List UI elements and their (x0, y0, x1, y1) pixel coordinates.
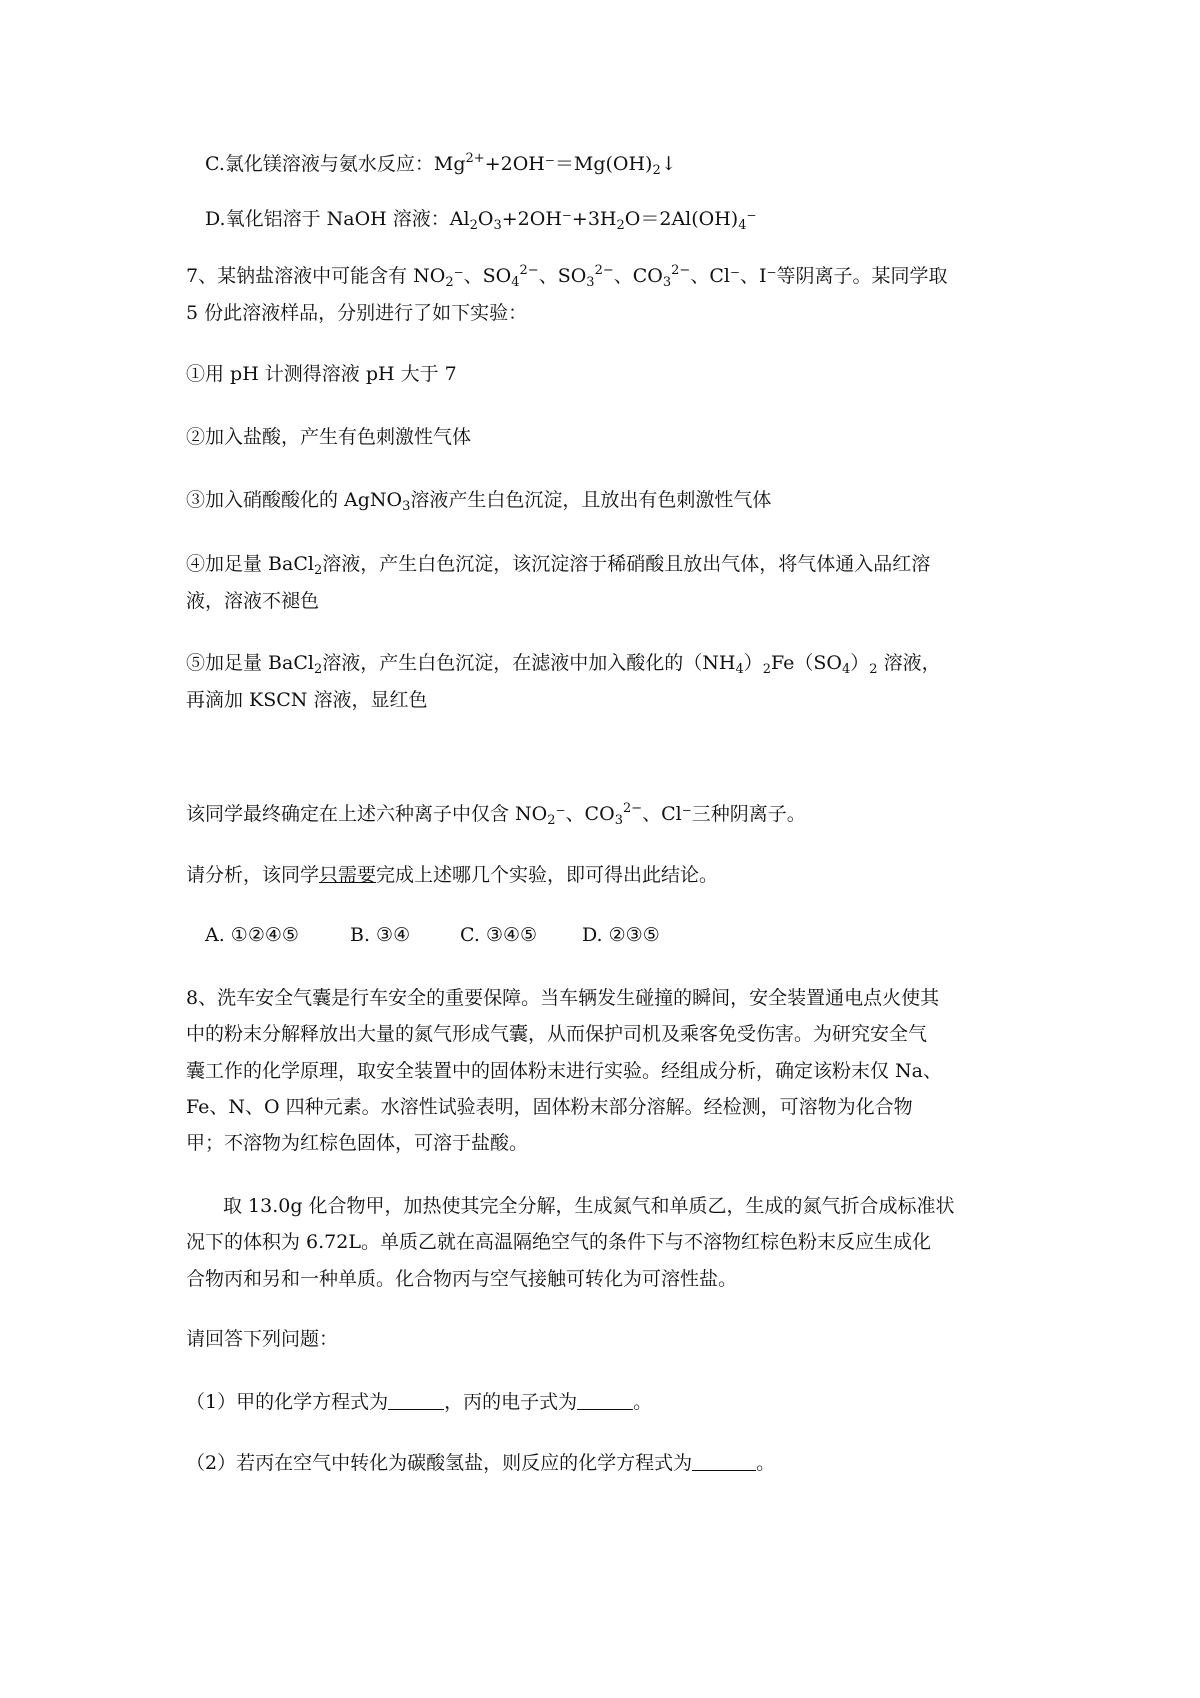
q7-experiment-4-line-1: ④加足量 BaCl$_2$溶液，产生白色沉淀，该沉淀溶于稀硝酸且放出气体，将气体通入品红溶 (186, 553, 931, 578)
q8-subquestion-2: （2）若丙在空气中转化为碳酸氢盐，则反应的化学方程式为 。 (186, 1452, 776, 1474)
q7-experiment-3: ③加入硝酸酸化的 AgNO$_3$溶液产生白色沉淀，且放出有色刺激性气体 (186, 489, 772, 514)
q8-paragraph-1-line-1: 8、洗车安全气囊是行车安全的重要保障。当车辆发生碰撞的瞬间，安全装置通电点火使其 (186, 987, 940, 1009)
q7-option-b: B. ③④ (350, 924, 411, 946)
q7-experiment-1: ①用 pH 计测得溶液 pH 大于 7 (186, 363, 457, 385)
q7-experiment-4-line-2: 液，溶液不褪色 (186, 590, 320, 612)
q7-intro-line-2: 5 份此溶液样品，分别进行了如下实验： (186, 302, 528, 324)
answer-blank-2[interactable] (577, 1395, 633, 1410)
q7-options (205, 926, 660, 945)
q7-experiment-2: ②加入盐酸，产生有色刺激性气体 (186, 426, 472, 448)
q7-experiment-5-line-2: 再滴加 KSCN 溶液，显红色 (186, 689, 428, 711)
answer-blank-1[interactable] (388, 1395, 444, 1410)
q6-option-c: C.氯化镁溶液与氨水反应：$Mg^{2+}+2OH^-=Mg(OH)_2↓$ (205, 151, 677, 178)
q8-paragraph-1-line-3: 囊工作的化学原理，取安全装置中的固体粉末进行实验。经组成分析，确定该粉末仅 Na、 (186, 1060, 942, 1082)
q7-experiment-5-line-1: ⑤加足量 BaCl$_2$溶液，产生白色沉淀，在滤液中加入酸化的$(NH_4)_2Fe(SO_4)_2$ 溶液， (186, 652, 941, 677)
q7-option-a: A. ①②④⑤ (205, 924, 299, 946)
q6-option-d: D.氧化铝溶于 NaOH 溶液：$Al_2O_3+2OH^-+3H_2O=2Al(OH)_4^-$ (205, 208, 757, 233)
q8-paragraph-2-line-1: 取 13.0g 化合物甲，加热使其完全分解，生成氮气和单质乙，生成的氮气折合成标准状 (223, 1195, 955, 1217)
q7-option-d: D. ②③⑤ (582, 924, 660, 946)
q7-conclusion: 该同学最终确定在上述六种离子中仅含 $NO_2^-$、$CO_3^{2-}$、Cl⁻三种阴离子。 (186, 801, 806, 828)
q8-paragraph-2-line-2: 况下的体积为 6.72L。单质乙就在高温隔绝空气的条件下与不溶物红棕色粉末反应生成化 (186, 1231, 931, 1253)
q8-paragraph-2-line-3: 合物丙和另和一种单质。化合物丙与空气接触可转化为可溶性盐。 (186, 1268, 738, 1290)
q8-paragraph-1-line-4: Fe、N、O 四种元素。水溶性试验表明，固体粉末部分溶解。经检测，可溶物为化合物 (186, 1096, 913, 1118)
q8-prompt: 请回答下列问题： (186, 1328, 339, 1350)
q7-question: 请分析，该同学只需要完成上述哪几个实验，即可得出此结论。 (186, 864, 719, 886)
q7-option-c: C. ③④⑤ (460, 924, 538, 946)
answer-blank-3[interactable] (692, 1456, 756, 1471)
q8-subquestion-1: （1）甲的化学方程式为 ，丙的电子式为 。 (186, 1391, 653, 1413)
q8-paragraph-1-line-2: 中的粉末分解释放出大量的氮气形成气囊，从而保护司机及乘客免受伤害。为研究安全气 (186, 1023, 928, 1045)
q8-paragraph-1-line-5: 甲；不溶物为红棕色固体，可溶于盐酸。 (186, 1132, 529, 1154)
q7-intro-line-1: 7、某钠盐溶液中可能含有 $NO_2^-$、$SO_4^{2-}$、$SO_3^{2-}$、$CO_3^{2-}$、Cl⁻、I⁻等阴离子。某同学取 (186, 263, 948, 290)
